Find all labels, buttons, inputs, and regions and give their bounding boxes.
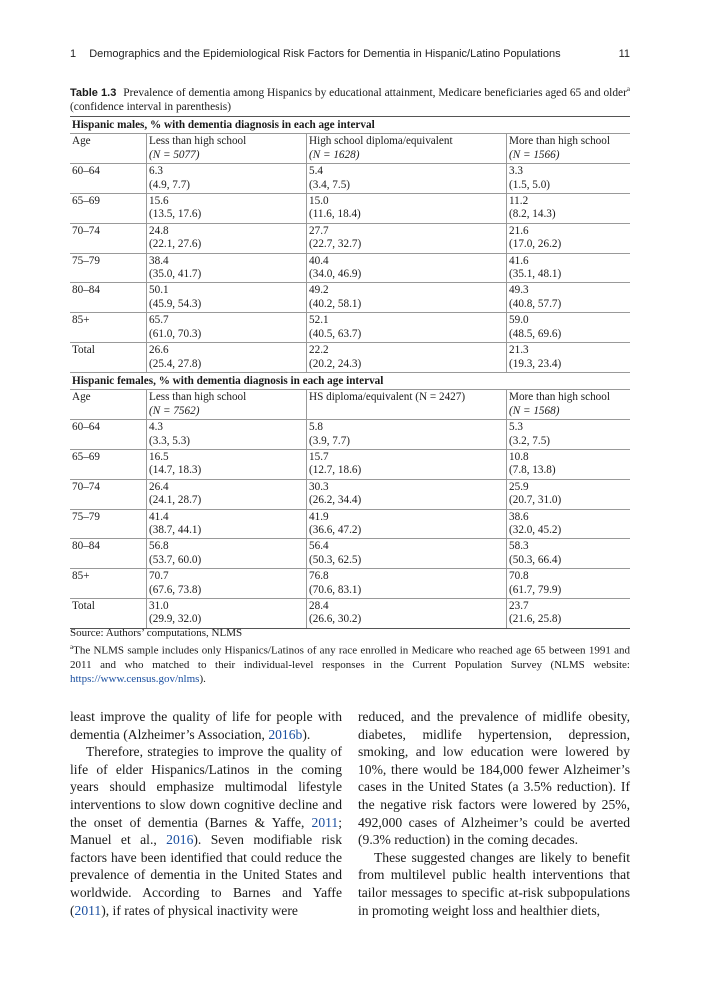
ci: (3.2, 7.5): [509, 434, 551, 447]
value: 27.7: [309, 224, 329, 237]
column-header: High school diploma/equivalent: [309, 135, 453, 148]
age-cell: 80–84: [70, 539, 147, 569]
paragraph: Therefore, strategies to improve the quality of life of elder Hispanics/Latinos in the coming years should emphasize multimodal lifestyle interventions to slow down cognitive decline and the onset of dementia (Barnes & Yaffe, 2011; Manuel et al., 2016). Seven modifiable risk factors have been identified that could reduce the prevalence of dementia in the United States and worldwide. According to Barnes and Yaffe (2011), if rates of physical inactivity were: [70, 744, 343, 918]
table-row: [70, 253, 630, 283]
caption-footnote-mark: a: [626, 85, 630, 93]
value: 21.6: [509, 224, 529, 237]
citation-link[interactable]: 2011: [74, 902, 102, 918]
table-notes: [70, 626, 630, 686]
value: 3.3: [509, 165, 523, 178]
column-header-n: (N = 1628): [309, 148, 360, 161]
caption-text: Prevalence of dementia among Hispanics by educational attainment, Medicare beneficiaries aged 65 and older: [123, 86, 627, 99]
value: 16.5: [149, 450, 169, 463]
source-note: Source: Authors’ computations, NLMS: [70, 627, 243, 639]
value: 23.7: [509, 600, 529, 612]
ci: (40.5, 63.7): [309, 327, 362, 340]
paragraph: reduced, and the prevalence of midlife obesity, diabetes, midlife hypertension, depression, smoking, and low education were lowered by 10%, there would be 184,000 fewer Alzheimer’s cases in the United States (a 3.5% reduction). If the negative risk factors were lowered by 25%, 492,000 cases of Alzheimer’s could be averted (9.3% reduction) in the coming decades.: [358, 709, 630, 848]
ci: (7.8, 13.8): [509, 464, 556, 477]
age-cell: 70–74: [70, 223, 147, 253]
ci: (50.3, 66.4): [509, 553, 562, 566]
value: 15.0: [309, 195, 329, 208]
table-row: [70, 569, 630, 599]
age-cell: 80–84: [70, 283, 147, 313]
ci: (3.4, 7.5): [309, 178, 351, 191]
right-column: [358, 708, 630, 919]
ci: (26.2, 34.4): [309, 494, 362, 507]
column-header: More than high school: [509, 391, 610, 404]
column-header: Age: [72, 135, 91, 148]
value: 5.8: [309, 421, 323, 434]
age-cell: 65–69: [70, 449, 147, 479]
value: 25.9: [509, 480, 529, 493]
value: 15.7: [309, 450, 329, 463]
value: 11.2: [509, 195, 529, 208]
ci: (3.9, 7.7): [309, 434, 351, 447]
ci: (22.1, 27.6): [149, 238, 202, 251]
prevalence-table: [70, 116, 630, 629]
ci: (24.1, 28.7): [149, 494, 202, 507]
table-row-total: [70, 599, 630, 629]
value: 21.3: [509, 344, 529, 357]
value: 26.4: [149, 480, 169, 493]
value: 58.3: [509, 540, 529, 553]
ci: (45.9, 54.3): [149, 297, 202, 310]
ci: (32.0, 45.2): [509, 523, 562, 536]
age-cell: 60–64: [70, 164, 147, 194]
ci: (38.7, 44.1): [149, 523, 202, 536]
ci: (26.6, 30.2): [309, 613, 362, 626]
value: 70.8: [509, 570, 529, 583]
table-row: [70, 283, 630, 313]
column-header-row: [70, 390, 630, 420]
column-header-n: (N = 1568): [509, 404, 560, 417]
footnote-end: ).: [199, 672, 206, 685]
ci: (19.3, 23.4): [509, 357, 562, 370]
running-header: [70, 48, 630, 60]
ci: (14.7, 18.3): [149, 464, 202, 477]
ci: (3.3, 5.3): [149, 434, 191, 447]
ci: (53.7, 60.0): [149, 553, 202, 566]
value: 56.4: [309, 540, 329, 553]
value: 4.3: [149, 421, 163, 434]
caption-text-cont: (confidence interval in parenthesis): [70, 100, 231, 113]
ci: (20.2, 24.3): [309, 357, 362, 370]
section-title: Hispanic females, % with dementia diagnosis in each age interval: [70, 372, 630, 389]
citation-link[interactable]: 2016b: [268, 726, 303, 742]
table-label: Table 1.3: [70, 86, 117, 99]
ci: (1.5, 5.0): [509, 178, 551, 191]
citation-link[interactable]: 2016: [166, 832, 194, 848]
value: 6.3: [149, 165, 163, 178]
column-header-n: (N = 7562): [149, 404, 200, 417]
table-row: [70, 449, 630, 479]
value: 56.8: [149, 540, 169, 553]
table-row-total: [70, 343, 630, 373]
value: 65.7: [149, 314, 169, 327]
value: 5.3: [509, 421, 523, 434]
section-header-females: [70, 372, 630, 389]
value: 49.3: [509, 284, 529, 297]
ci: (4.9, 7.7): [149, 178, 191, 191]
column-header: Age: [72, 391, 91, 404]
ci: (67.6, 73.8): [149, 583, 202, 596]
citation-link[interactable]: 2011: [311, 814, 339, 830]
ci: (36.6, 47.2): [309, 523, 362, 536]
age-cell: 75–79: [70, 509, 147, 539]
page-number: 11: [618, 48, 630, 60]
footnote-mark: a: [70, 643, 74, 651]
paragraph: These suggested changes are likely to benefit from multilevel public health interventions that tailor messages to specific at-risk subpopulations in promoting weight loss and healthier diets,: [358, 849, 630, 918]
ci: (35.1, 48.1): [509, 268, 562, 281]
value: 41.6: [509, 254, 529, 267]
value: 26.6: [149, 344, 169, 357]
table-row: [70, 223, 630, 253]
column-header: Less than high school: [149, 135, 247, 148]
age-cell: 60–64: [70, 420, 147, 450]
value: 30.3: [309, 480, 329, 493]
paragraph: least improve the quality of life for people with dementia (Alzheimer’s Association, 2016b).: [70, 709, 342, 742]
value: 49.2: [309, 284, 329, 297]
value: 41.4: [149, 510, 169, 523]
ci: (11.6, 18.4): [309, 208, 361, 221]
value: 5.4: [309, 165, 323, 178]
section-header-males: [70, 117, 630, 134]
value: 10.8: [509, 450, 529, 463]
ci: (50.3, 62.5): [309, 553, 362, 566]
ci: (34.0, 46.9): [309, 268, 362, 281]
ci: (12.7, 18.6): [309, 464, 362, 477]
ci: (48.5, 69.6): [509, 327, 562, 340]
ci: (40.2, 58.1): [309, 297, 362, 310]
value: 31.0: [149, 600, 169, 612]
column-header: More than high school: [509, 135, 610, 148]
column-header-n: (N = 1566): [509, 148, 560, 161]
nlms-website-link[interactable]: https://www.census.gov/nlms: [70, 672, 200, 685]
ci: (25.4, 27.8): [149, 357, 202, 370]
left-column: [70, 708, 342, 919]
ci: (61.0, 70.3): [149, 327, 202, 340]
ci: (40.8, 57.7): [509, 297, 562, 310]
table-row: [70, 420, 630, 450]
value: 38.6: [509, 510, 529, 523]
age-cell: 65–69: [70, 194, 147, 224]
table-row: [70, 479, 630, 509]
value: 59.0: [509, 314, 529, 327]
column-header: HS diploma/equivalent (N = 2427): [309, 391, 466, 404]
ci: (17.0, 26.2): [509, 238, 562, 251]
table-row: [70, 194, 630, 224]
table-row: [70, 539, 630, 569]
ci: (13.5, 17.6): [149, 208, 202, 221]
footnote-text: The NLMS sample includes only Hispanics/Latinos of any race enrolled in Medicare who reached age 65 between 1991 and 2011 and who matched to their individual-level responses in the Current Population Survey (NLMS website:: [70, 644, 630, 671]
value: 15.6: [149, 195, 169, 208]
footnote: [70, 640, 630, 686]
ci: (61.7, 79.9): [509, 583, 562, 596]
value: 70.7: [149, 570, 169, 583]
ci: (35.0, 41.7): [149, 268, 202, 281]
table-row: [70, 164, 630, 194]
column-header-n: (N = 5077): [149, 148, 200, 161]
value: 38.4: [149, 254, 169, 267]
ci: (8.2, 14.3): [509, 208, 556, 221]
section-title: Hispanic males, % with dementia diagnosis in each age interval: [70, 117, 630, 134]
chapter-number: 1: [70, 48, 77, 60]
ci: (70.6, 83.1): [309, 583, 362, 596]
age-cell: 85+: [70, 569, 147, 599]
ci: (22.7, 32.7): [309, 238, 362, 251]
value: 41.9: [309, 510, 329, 523]
table-row: [70, 509, 630, 539]
table-row: [70, 313, 630, 343]
column-header-row: [70, 134, 630, 164]
age-cell: 70–74: [70, 479, 147, 509]
age-cell: Total: [70, 343, 147, 373]
body-text: [70, 708, 630, 919]
value: 40.4: [309, 254, 329, 267]
value: 24.8: [149, 224, 169, 237]
age-cell: Total: [70, 599, 147, 629]
table-caption: [70, 82, 630, 114]
age-cell: 85+: [70, 313, 147, 343]
value: 28.4: [309, 600, 329, 612]
column-header: Less than high school: [149, 391, 247, 404]
chapter-title: Demographics and the Epidemiological Risk Factors for Dementia in Hispanic/Latino Populations: [89, 48, 561, 60]
value: 50.1: [149, 284, 169, 297]
age-cell: 75–79: [70, 253, 147, 283]
value: 76.8: [309, 570, 329, 583]
ci: (20.7, 31.0): [509, 494, 562, 507]
ci: (21.6, 25.8): [509, 613, 562, 626]
ci: (29.9, 32.0): [149, 613, 202, 626]
value: 22.2: [309, 344, 329, 357]
value: 52.1: [309, 314, 329, 327]
